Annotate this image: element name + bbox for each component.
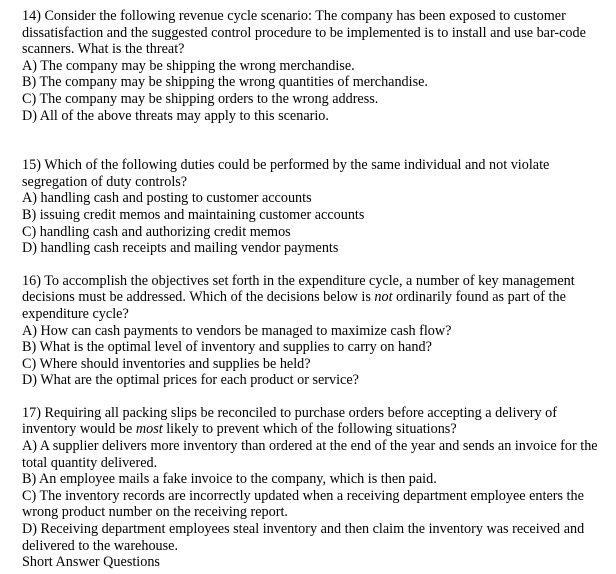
option-a: A) How can cash payments to vendors be managed to maximize cash flow? — [22, 322, 452, 339]
option-b: B) An employee mails a fake invoice to the company, which is then paid. — [22, 471, 437, 488]
option-c: C) Where should inventories and supplies be held? — [22, 355, 311, 372]
option-d: D) All of the above threats may apply to this scenario. — [22, 107, 329, 124]
option-c: C) The inventory records are incorrectly updated when a receiving department employee enters the wrong product number on the receiving report. — [22, 487, 584, 521]
stem-text-before: 16) To accomplish the objectives set forth in the expenditure cycle, a number of key management decisions must be addressed. Which of the decisions below is — [22, 272, 575, 306]
option-c: C) handling cash and authorizing credit memos — [22, 223, 291, 240]
question-stem — [22, 405, 602, 438]
option-a: A) A supplier delivers more inventory than ordered at the end of the year and sends an invoice for the total quantity delivered. — [22, 438, 598, 471]
question-17 — [22, 405, 602, 554]
option-d: D) Receiving department employees steal inventory and then claim the inventory was received and delivered to the warehouse. — [22, 521, 585, 554]
stem-text-after: likely to prevent which of the following situations? — [162, 421, 457, 438]
stem-text-after: ordinarily found as part of the expenditure cycle? — [22, 289, 566, 322]
question-stem — [22, 273, 602, 323]
spacer — [22, 257, 602, 273]
spacer — [22, 124, 602, 157]
option-d: D) What are the optimal prices for each product or service? — [22, 372, 359, 389]
question-stem: 15) Which of the following duties could be performed by the same individual and not violate segregation of duty controls? — [22, 157, 550, 190]
stem-emphasis: most — [135, 421, 163, 438]
question-16 — [22, 273, 602, 389]
option-d: D) handling cash receipts and mailing vendor payments — [22, 240, 339, 257]
option-a: A) The company may be shipping the wrong merchandise. — [22, 57, 355, 74]
option-b: B) issuing credit memos and maintaining customer accounts — [22, 206, 365, 223]
stem-text-before: 17) Requiring all packing slips be reconciled to purchase orders before accepting a delivery of inventory would be — [22, 404, 557, 438]
document-page — [22, 8, 602, 571]
option-c: C) The company may be shipping orders to the wrong address. — [22, 90, 379, 107]
question-stem: 14) Consider the following revenue cycle scenario: The company has been exposed to customer dissatisfaction and the suggested control procedure to be implemented is to install and use bar-code scanners. What is the threat? — [22, 8, 586, 58]
question-14 — [22, 8, 602, 124]
option-b: B) The company may be shipping the wrong quantities of merchandise. — [22, 74, 428, 91]
section-heading: Short Answer Questions — [22, 554, 160, 571]
stem-emphasis: not — [374, 289, 393, 306]
option-b: B) What is the optimal level of inventory and supplies to carry on hand? — [22, 339, 432, 356]
spacer — [22, 389, 602, 405]
question-15 — [22, 157, 602, 257]
option-a: A) handling cash and posting to customer accounts — [22, 190, 312, 207]
